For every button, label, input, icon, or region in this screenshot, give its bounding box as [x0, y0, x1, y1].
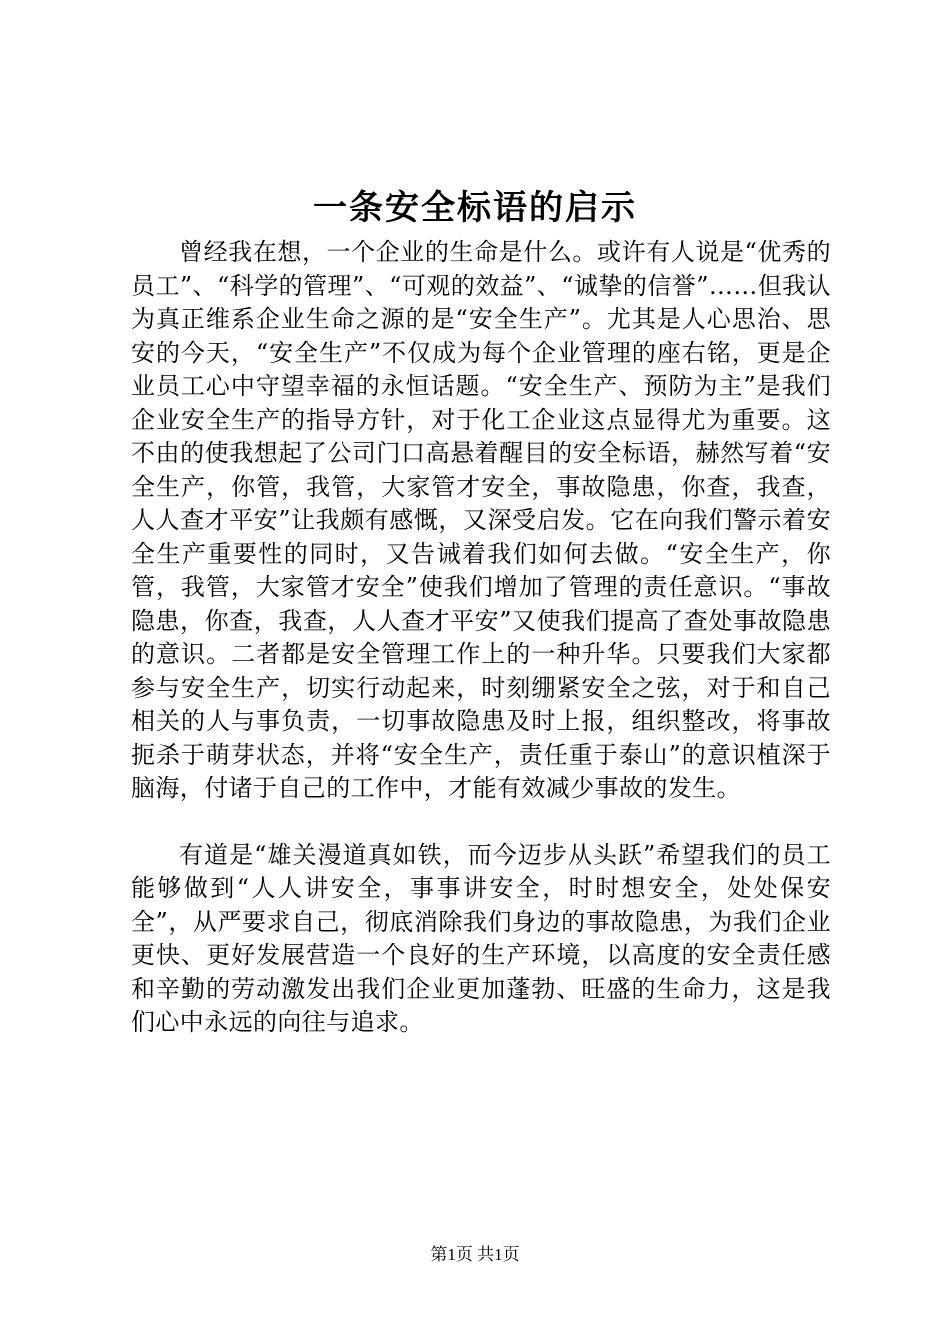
page-footer: 第1页 共1页	[430, 1245, 520, 1264]
paragraph-2: 有道是“雄关漫道真如铁，而今迈步从头跃”希望我们的员工能够做到“人人讲安全，事事讲安全，时时想安全，处处保安全”，从严要求自己，彻底消除我们身边的事故隐患，为我们企业更快、更好发展营造一个良好的生产环境，以高度的安全责任感和辛勤的劳动激发出我们企业更加蓬勃、旺盛的生命力，这是我们心中永远的向往与追求。	[131, 840, 831, 1036]
document-body	[131, 236, 831, 1040]
document-title: 一条安全标语的启示	[313, 188, 637, 228]
paragraph-1: 曾经我在想，一个企业的生命是什么。或许有人说是“优秀的员工”、“科学的管理”、“可观的效益”、“诚挚的信誉”……但我认为真正维系企业生命之源的是“安全生产”。尤其是人心思治、思安的今天，“安全生产”不仅成为每个企业管理的座右铭，更是企业员工心中守望幸福的永恒话题。“安全生产、预防为主”是我们企业安全生产的指导方针，对于化工企业这点显得尤为重要。这不由的使我想起了公司门口高悬着醒目的安全标语，赫然写着“安全生产，你管，我管，大家管才安全，事故隐患，你查，我查，人人查才平安”让我颇有感慨，又深受启发。它在向我们警示着安全生产重要性的同时，又告诫着我们如何去做。“安全生产，你管，我管，大家管才安全”使我们增加了管理的责任意识。“事故隐患，你查，我查，人人查才平安”又使我们提高了查处事故隐患的意识。二者都是安全管理工作上的一种升华。只要我们大家都参与安全生产，切实行动起来，时刻绷紧安全之弦，对于和自己相关的人与事负责，一切事故隐患及时上报，组织整改，将事故扼杀于萌芽状态，并将“安全生产，责任重于泰山”的意识植深于脑海，付诸于自己的工作中，才能有效减少事故的发生。	[131, 238, 831, 802]
